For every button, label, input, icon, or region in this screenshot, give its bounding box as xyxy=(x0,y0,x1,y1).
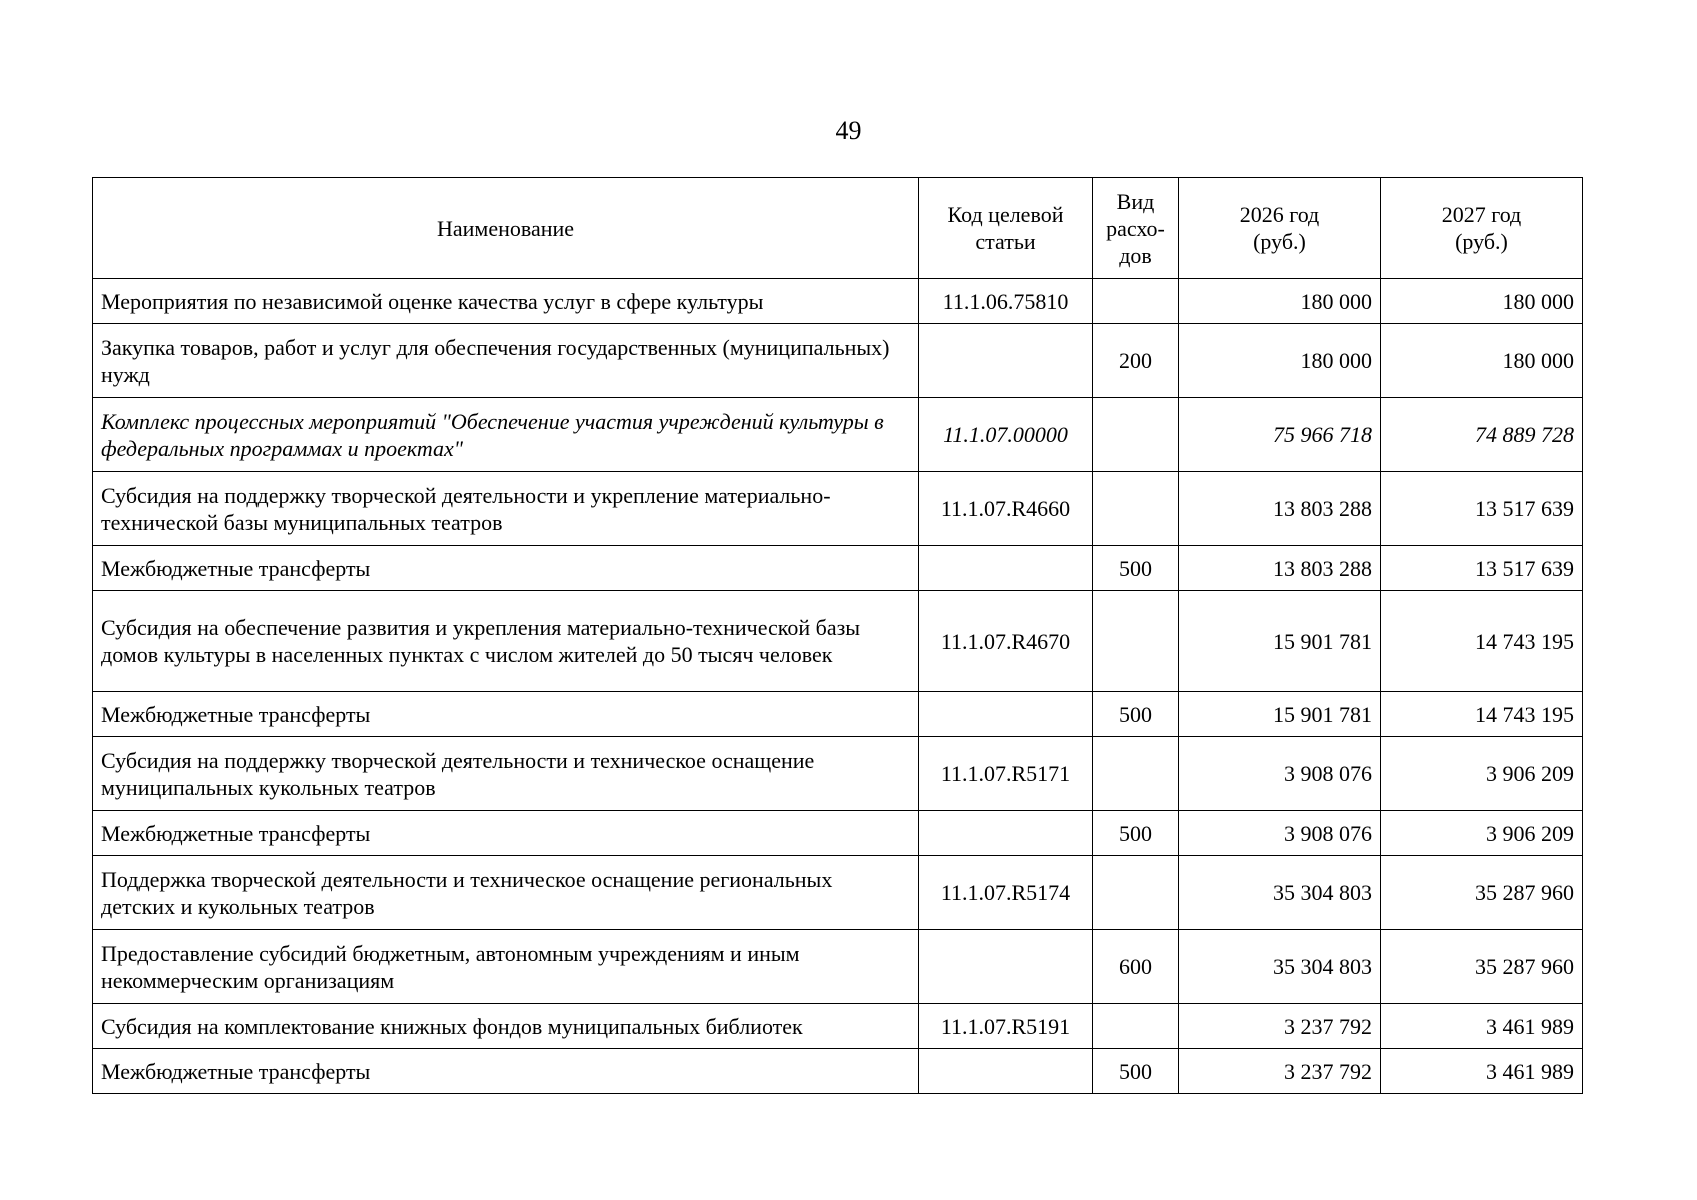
header-2027-line2: (руб.) xyxy=(1455,229,1508,254)
row-name: Межбюджетные трансферты xyxy=(93,1049,919,1094)
row-code: 11.1.07.R5171 xyxy=(919,737,1093,811)
header-row xyxy=(93,178,1583,279)
row-amount-2026: 35 304 803 xyxy=(1179,930,1381,1004)
row-amount-2026: 3 237 792 xyxy=(1179,1004,1381,1049)
header-type-line2: расхо- xyxy=(1106,215,1165,241)
header-code-line1: Код целевой xyxy=(947,202,1064,227)
row-amount-2027: 13 517 639 xyxy=(1381,546,1583,591)
row-expense-type xyxy=(1093,398,1179,472)
row-amount-2027: 35 287 960 xyxy=(1381,930,1583,1004)
row-amount-2027: 3 906 209 xyxy=(1381,737,1583,811)
header-name-label: Наименование xyxy=(436,215,575,241)
table-header xyxy=(93,178,1583,279)
row-expense-type: 500 xyxy=(1093,692,1179,737)
row-amount-2026: 180 000 xyxy=(1179,324,1381,398)
row-expense-type xyxy=(1093,856,1179,930)
row-name: Межбюджетные трансферты xyxy=(93,546,919,591)
budget-table xyxy=(92,177,1583,1094)
row-expense-type: 200 xyxy=(1093,324,1179,398)
row-expense-type xyxy=(1093,472,1179,546)
row-expense-type xyxy=(1093,279,1179,324)
row-amount-2027: 180 000 xyxy=(1381,324,1583,398)
header-code-line2: статьи xyxy=(975,229,1036,254)
table-row xyxy=(93,398,1583,472)
page-number: 49 xyxy=(835,116,862,145)
header-type-line1: Вид xyxy=(1116,188,1155,214)
row-amount-2026: 35 304 803 xyxy=(1179,856,1381,930)
row-amount-2026: 3 908 076 xyxy=(1179,811,1381,856)
table-row xyxy=(93,591,1583,692)
table-row xyxy=(93,324,1583,398)
row-name: Субсидия на обеспечение развития и укрепления материально-технической базы домов культуры в населенных пунктах с числом жителей до 50 тысяч человек xyxy=(93,591,919,692)
table-row xyxy=(93,279,1583,324)
row-amount-2027: 13 517 639 xyxy=(1381,472,1583,546)
row-amount-2026: 3 908 076 xyxy=(1179,737,1381,811)
row-amount-2027: 35 287 960 xyxy=(1381,856,1583,930)
row-amount-2026: 180 000 xyxy=(1179,279,1381,324)
row-name: Закупка товаров, работ и услуг для обеспечения государственных (муниципальных) нужд xyxy=(93,324,919,398)
row-code: 11.1.07.R4670 xyxy=(919,591,1093,692)
row-code xyxy=(919,546,1093,591)
header-2027 xyxy=(1381,178,1583,279)
header-name xyxy=(93,178,919,279)
row-code xyxy=(919,692,1093,737)
row-amount-2027: 3 906 209 xyxy=(1381,811,1583,856)
header-2026-line1: 2026 год xyxy=(1239,202,1320,227)
row-code: 11.1.06.75810 xyxy=(919,279,1093,324)
row-name: Поддержка творческой деятельности и техническое оснащение региональных детских и кукольных театров xyxy=(93,856,919,930)
row-code xyxy=(919,324,1093,398)
table-row xyxy=(93,472,1583,546)
row-name: Субсидия на комплектование книжных фондов муниципальных библиотек xyxy=(93,1004,919,1049)
row-amount-2027: 3 461 989 xyxy=(1381,1049,1583,1094)
row-name: Субсидия на поддержку творческой деятельности и техническое оснащение муниципальных кукольных театров xyxy=(93,737,919,811)
row-amount-2026: 3 237 792 xyxy=(1179,1049,1381,1094)
table-body xyxy=(93,279,1583,1094)
table-row xyxy=(93,546,1583,591)
table-row xyxy=(93,692,1583,737)
row-amount-2026: 15 901 781 xyxy=(1179,591,1381,692)
row-expense-type xyxy=(1093,737,1179,811)
row-name: Межбюджетные трансферты xyxy=(93,692,919,737)
row-code: 11.1.07.00000 xyxy=(919,398,1093,472)
header-code xyxy=(919,178,1093,279)
row-amount-2027: 14 743 195 xyxy=(1381,591,1583,692)
row-code xyxy=(919,930,1093,1004)
row-code: 11.1.07.R5191 xyxy=(919,1004,1093,1049)
row-amount-2026: 75 966 718 xyxy=(1179,398,1381,472)
row-expense-type: 600 xyxy=(1093,930,1179,1004)
row-code: 11.1.07.R4660 xyxy=(919,472,1093,546)
table-row xyxy=(93,737,1583,811)
row-amount-2027: 14 743 195 xyxy=(1381,692,1583,737)
row-amount-2026: 15 901 781 xyxy=(1179,692,1381,737)
row-name: Мероприятия по независимой оценке качества услуг в сфере культуры xyxy=(93,279,919,324)
row-amount-2027: 3 461 989 xyxy=(1381,1004,1583,1049)
table-row xyxy=(93,856,1583,930)
row-expense-type xyxy=(1093,591,1179,692)
row-name: Предоставление субсидий бюджетным, автономным учреждениям и иным некоммерческим организациям xyxy=(93,930,919,1004)
row-expense-type: 500 xyxy=(1093,811,1179,856)
row-code: 11.1.07.R5174 xyxy=(919,856,1093,930)
header-2027-line1: 2027 год xyxy=(1441,202,1522,227)
header-expense-type xyxy=(1093,178,1179,279)
row-name: Комплекс процессных мероприятий "Обеспечение участия учреждений культуры в федеральных программах и проектах" xyxy=(93,398,919,472)
row-name: Субсидия на поддержку творческой деятельности и укрепление материально-технической базы муниципальных театров xyxy=(93,472,919,546)
table-row xyxy=(93,1004,1583,1049)
row-expense-type: 500 xyxy=(1093,546,1179,591)
row-name: Межбюджетные трансферты xyxy=(93,811,919,856)
row-amount-2027: 74 889 728 xyxy=(1381,398,1583,472)
row-code xyxy=(919,811,1093,856)
table-row xyxy=(93,1049,1583,1094)
row-expense-type xyxy=(1093,1004,1179,1049)
header-2026 xyxy=(1179,178,1381,279)
row-amount-2027: 180 000 xyxy=(1381,279,1583,324)
header-type-line3: дов xyxy=(1119,242,1152,268)
row-amount-2026: 13 803 288 xyxy=(1179,546,1381,591)
table-row xyxy=(93,811,1583,856)
header-2026-line2: (руб.) xyxy=(1253,229,1306,254)
row-amount-2026: 13 803 288 xyxy=(1179,472,1381,546)
row-expense-type: 500 xyxy=(1093,1049,1179,1094)
row-code xyxy=(919,1049,1093,1094)
table-row xyxy=(93,930,1583,1004)
